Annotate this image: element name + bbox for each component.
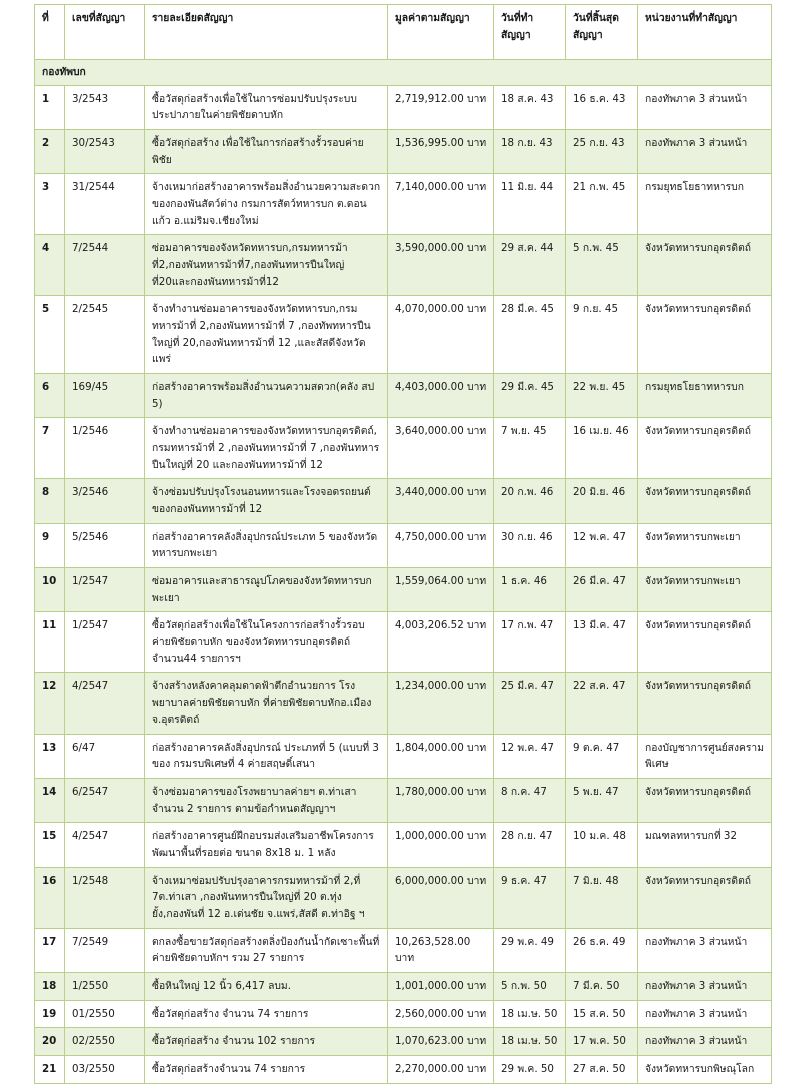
table-row — [35, 928, 772, 972]
cell-contract-no: 6/2547 — [65, 778, 145, 822]
cell-agency: กรมยุทธโยธาทหารบก — [638, 374, 772, 418]
cell-value: 1,070,623.00 บาท — [388, 1028, 494, 1056]
cell-agency: จังหวัดทหารบกอุตรดิตถ์ — [638, 612, 772, 673]
table-row — [35, 130, 772, 174]
header-row — [35, 5, 772, 60]
cell-index: 1 — [35, 85, 65, 129]
table-body — [35, 60, 772, 1084]
cell-start-date: 18 ส.ค. 43 — [494, 85, 566, 129]
cell-value: 3,440,000.00 บาท — [388, 479, 494, 523]
cell-end-date: 13 มี.ค. 47 — [566, 612, 638, 673]
cell-end-date: 12 พ.ค. 47 — [566, 523, 638, 567]
cell-agency: จังหวัดทหารบกพิษณุโลก — [638, 1055, 772, 1083]
cell-value: 2,270,000.00 บาท — [388, 1055, 494, 1083]
cell-end-date: 15 ส.ค. 50 — [566, 1000, 638, 1028]
cell-start-date: 1 ธ.ค. 46 — [494, 568, 566, 612]
cell-value: 1,001,000.00 บาท — [388, 972, 494, 1000]
table-row — [35, 174, 772, 235]
table-row — [35, 972, 772, 1000]
cell-agency: จังหวัดทหารบกอุตรดิตถ์ — [638, 673, 772, 734]
cell-detail: จ้างเหมาก่อสร้างอาคารพร้อมสิ่งอำนวยความสะดวกของกองพันสัตว์ต่าง กรมการสัตว์ทหารบก ต.ดอนแก้ว อ.แม่ริมจ.เชียงใหม่ — [145, 174, 388, 235]
cell-start-date: 7 พ.ย. 45 — [494, 418, 566, 479]
cell-start-date: 28 ก.ย. 47 — [494, 823, 566, 867]
table-row — [35, 867, 772, 928]
cell-value: 4,750,000.00 บาท — [388, 523, 494, 567]
cell-end-date: 5 ก.พ. 45 — [566, 235, 638, 296]
table-row — [35, 778, 772, 822]
cell-end-date: 27 ส.ค. 50 — [566, 1055, 638, 1083]
table-header — [35, 5, 772, 60]
cell-value: 3,590,000.00 บาท — [388, 235, 494, 296]
cell-start-date: 18 เม.ษ. 50 — [494, 1028, 566, 1056]
cell-end-date: 7 มิ.ย. 48 — [566, 867, 638, 928]
cell-detail: ก่อสร้างอาคารคลังสิ่งอุปกรณ์ ประเภทที่ 5 (แบบที่ 3 ของ กรมรบพิเศษที่ 4 ค่ายสฤษดิ์เสนา — [145, 734, 388, 778]
cell-end-date: 26 ธ.ค. 49 — [566, 928, 638, 972]
cell-contract-no: 1/2546 — [65, 418, 145, 479]
cell-value: 4,070,000.00 บาท — [388, 296, 494, 374]
table-row — [35, 296, 772, 374]
cell-start-date: 5 ก.พ. 50 — [494, 972, 566, 1000]
cell-value: 1,536,995.00 บาท — [388, 130, 494, 174]
cell-contract-no: 1/2547 — [65, 568, 145, 612]
cell-index: 13 — [35, 734, 65, 778]
cell-detail: จ้างสร้างหลังคาคลุมดาดฟ้าตึกอำนวยการ โรงพยาบาลค่ายพิชัยดาบหัก ที่ค่ายพิชัยดาบหักอ.เมือง จ.อุตรดิตถ์ — [145, 673, 388, 734]
cell-contract-no: 6/47 — [65, 734, 145, 778]
cell-contract-no: 2/2545 — [65, 296, 145, 374]
cell-agency: มณฑลทหารบกที่ 32 — [638, 823, 772, 867]
cell-index: 9 — [35, 523, 65, 567]
cell-start-date: 18 ก.ย. 43 — [494, 130, 566, 174]
table-row — [35, 85, 772, 129]
column-header-agency: หน่วยงานที่ทำสัญญา — [638, 5, 772, 60]
cell-detail: ซ่อมอาคารของจังหวัดทหารบก,กรมทหารม้าที่2,กองพันทหารม้าที่7,กองพันทหารปืนใหญ่ที่20และกองพันทหารม้าที่12 — [145, 235, 388, 296]
cell-contract-no: 1/2548 — [65, 867, 145, 928]
cell-value: 2,560,000.00 บาท — [388, 1000, 494, 1028]
cell-start-date: 28 มี.ค. 45 — [494, 296, 566, 374]
cell-start-date: 25 มี.ค. 47 — [494, 673, 566, 734]
table-row — [35, 1028, 772, 1056]
column-header-value: มูลค่าตามสัญญา — [388, 5, 494, 60]
cell-agency: กองทัพภาค 3 ส่วนหน้า — [638, 1000, 772, 1028]
cell-value: 1,559,064.00 บาท — [388, 568, 494, 612]
cell-detail: ซื้อวัสดุก่อสร้าง เพื่อใช้ในการก่อสร้างรั้วรอบค่ายพิชัย — [145, 130, 388, 174]
column-header-index: ที่ — [35, 5, 65, 60]
column-header-end-date: วันที่สิ้นสุดสัญญา — [566, 5, 638, 60]
cell-contract-no: 03/2550 — [65, 1055, 145, 1083]
table-row — [35, 612, 772, 673]
cell-index: 11 — [35, 612, 65, 673]
cell-detail: ซื้อวัสดุก่อสร้างเพื่อใช้ในการซ่อมปรับปรุงระบบประปาภายในค่ายพิชัยดาบหัก — [145, 85, 388, 129]
cell-contract-no: 5/2546 — [65, 523, 145, 567]
table-row — [35, 568, 772, 612]
cell-end-date: 22 ส.ค. 47 — [566, 673, 638, 734]
cell-start-date: 29 มี.ค. 45 — [494, 374, 566, 418]
cell-contract-no: 30/2543 — [65, 130, 145, 174]
cell-detail: จ้างเหมาซ่อมปรับปรุงอาคารกรมทหารม้าที่ 2,ที่ 7ต.ท่าเสา ,กองพันทหารปืนใหญ่ที่ 20 ต.ทุ่งยั้ง,กองพันที่ 12 อ.เด่นชัย จ.แพร่,สัสดี ต.ท่าอิฐ ฯ — [145, 867, 388, 928]
cell-start-date: 11 มิ.ย. 44 — [494, 174, 566, 235]
cell-value: 6,000,000.00 บาท — [388, 867, 494, 928]
cell-contract-no: 4/2547 — [65, 673, 145, 734]
table-row — [35, 523, 772, 567]
cell-agency: กรมยุทธโยธาทหารบก — [638, 174, 772, 235]
cell-end-date: 21 ก.พ. 45 — [566, 174, 638, 235]
cell-start-date: 30 ก.ย. 46 — [494, 523, 566, 567]
cell-index: 17 — [35, 928, 65, 972]
cell-start-date: 8 ก.ค. 47 — [494, 778, 566, 822]
column-header-detail: รายละเอียดสัญญา — [145, 5, 388, 60]
cell-agency: จังหวัดทหารบกพะเยา — [638, 523, 772, 567]
cell-end-date: 10 ม.ค. 48 — [566, 823, 638, 867]
cell-detail: จ้างทำงานซ่อมอาคารของจังหวัดทหารบกอุตรดิตถ์, กรมทหารม้าที่ 2 ,กองพันทหารม้าที่ 7 ,กองพันทหารปืนใหญ่ที่ 20 และกองพันทหารม้าที่ 12 — [145, 418, 388, 479]
cell-index: 16 — [35, 867, 65, 928]
cell-value: 1,000,000.00 บาท — [388, 823, 494, 867]
cell-detail: ตกลงซื้อขายวัสดุก่อสร้างตลิ่งป้องกันน้ำกัดเซาะพื้นที่ค่ายพิชัยดาบหักฯ รวม 27 รายการ — [145, 928, 388, 972]
cell-index: 21 — [35, 1055, 65, 1083]
cell-start-date: 9 ธ.ค. 47 — [494, 867, 566, 928]
cell-contract-no: 01/2550 — [65, 1000, 145, 1028]
cell-agency: จังหวัดทหารบกอุตรดิตถ์ — [638, 418, 772, 479]
table-row — [35, 235, 772, 296]
cell-agency: กองทัพภาค 3 ส่วนหน้า — [638, 130, 772, 174]
cell-value: 1,804,000.00 บาท — [388, 734, 494, 778]
column-header-start-date: วันที่ทำสัญญา — [494, 5, 566, 60]
cell-start-date: 20 ก.พ. 46 — [494, 479, 566, 523]
cell-value: 10,263,528.00 บาท — [388, 928, 494, 972]
cell-value: 1,234,000.00 บาท — [388, 673, 494, 734]
cell-contract-no: 02/2550 — [65, 1028, 145, 1056]
cell-detail: จ้างซ่อมปรับปรุงโรงนอนทหารและโรงจอดรถยนต์ของกองพันทหารม้าที่ 12 — [145, 479, 388, 523]
cell-start-date: 29 พ.ค. 50 — [494, 1055, 566, 1083]
cell-contract-no: 1/2547 — [65, 612, 145, 673]
cell-index: 14 — [35, 778, 65, 822]
cell-index: 6 — [35, 374, 65, 418]
column-header-contract-no: เลขที่สัญญา — [65, 5, 145, 60]
cell-detail: ซื้อวัสดุก่อสร้าง จำนวน 74 รายการ — [145, 1000, 388, 1028]
cell-index: 12 — [35, 673, 65, 734]
cell-end-date: 16 เม.ย. 46 — [566, 418, 638, 479]
cell-agency: จังหวัดทหารบกอุตรดิตถ์ — [638, 479, 772, 523]
cell-contract-no: 4/2547 — [65, 823, 145, 867]
cell-index: 10 — [35, 568, 65, 612]
cell-agency: กองทัพภาค 3 ส่วนหน้า — [638, 972, 772, 1000]
cell-end-date: 26 มี.ค. 47 — [566, 568, 638, 612]
cell-agency: จังหวัดทหารบกอุตรดิตถ์ — [638, 235, 772, 296]
cell-agency: จังหวัดทหารบกพะเยา — [638, 568, 772, 612]
cell-index: 3 — [35, 174, 65, 235]
cell-index: 5 — [35, 296, 65, 374]
group-header-label: กองทัพบก — [35, 60, 772, 86]
cell-end-date: 9 ต.ค. 47 — [566, 734, 638, 778]
cell-start-date: 29 ส.ค. 44 — [494, 235, 566, 296]
cell-end-date: 7 มี.ค. 50 — [566, 972, 638, 1000]
cell-start-date: 18 เม.ษ. 50 — [494, 1000, 566, 1028]
cell-index: 20 — [35, 1028, 65, 1056]
table-row — [35, 823, 772, 867]
cell-end-date: 17 พ.ค. 50 — [566, 1028, 638, 1056]
cell-agency: จังหวัดทหารบกอุตรดิตถ์ — [638, 296, 772, 374]
cell-index: 8 — [35, 479, 65, 523]
cell-detail: จ้างซ่อมอาคารของโรงพยาบาลค่ายฯ ต.ท่าเสาจำนวน 2 รายการ ตามข้อกำหนดสัญญาฯ — [145, 778, 388, 822]
cell-agency: กองทัพภาค 3 ส่วนหน้า — [638, 928, 772, 972]
cell-value: 3,640,000.00 บาท — [388, 418, 494, 479]
cell-contract-no: 7/2549 — [65, 928, 145, 972]
cell-end-date: 9 ก.ย. 45 — [566, 296, 638, 374]
cell-end-date: 20 มิ.ย. 46 — [566, 479, 638, 523]
cell-index: 4 — [35, 235, 65, 296]
cell-agency: จังหวัดทหารบกอุตรดิตถ์ — [638, 867, 772, 928]
cell-contract-no: 31/2544 — [65, 174, 145, 235]
cell-detail: ซื้อวัสดุก่อสร้าง จำนวน 102 รายการ — [145, 1028, 388, 1056]
cell-contract-no: 1/2550 — [65, 972, 145, 1000]
cell-index: 7 — [35, 418, 65, 479]
cell-value: 1,780,000.00 บาท — [388, 778, 494, 822]
cell-value: 7,140,000.00 บาท — [388, 174, 494, 235]
cell-contract-no: 3/2546 — [65, 479, 145, 523]
cell-end-date: 5 พ.ย. 47 — [566, 778, 638, 822]
cell-contract-no: 7/2544 — [65, 235, 145, 296]
cell-index: 2 — [35, 130, 65, 174]
table-row — [35, 734, 772, 778]
table-row — [35, 479, 772, 523]
cell-end-date: 16 ธ.ค. 43 — [566, 85, 638, 129]
cell-detail: ก่อสร้างอาคารพร้อมสิ่งอำนวนความสดวก(คลัง สป 5) — [145, 374, 388, 418]
cell-end-date: 22 พ.ย. 45 — [566, 374, 638, 418]
cell-agency: จังหวัดทหารบกอุตรดิตถ์ — [638, 778, 772, 822]
cell-detail: ก่อสร้างอาคารคลังสิ่งอุปกรณ์ประเภท 5 ของจังหวัดทหารบกพะเยา — [145, 523, 388, 567]
cell-end-date: 25 ก.ย. 43 — [566, 130, 638, 174]
cell-value: 2,719,912.00 บาท — [388, 85, 494, 129]
cell-agency: กองทัพภาค 3 ส่วนหน้า — [638, 1028, 772, 1056]
cell-agency: กองทัพภาค 3 ส่วนหน้า — [638, 85, 772, 129]
table-row — [35, 418, 772, 479]
cell-detail: ซื้อหินใหญ่ 12 นิ้ว 6,417 ลบม. — [145, 972, 388, 1000]
cell-index: 15 — [35, 823, 65, 867]
table-row — [35, 1000, 772, 1028]
cell-index: 19 — [35, 1000, 65, 1028]
contracts-table — [34, 4, 772, 1084]
cell-agency: กองบัญชาการศูนย์สงครามพิเศษ — [638, 734, 772, 778]
cell-contract-no: 3/2543 — [65, 85, 145, 129]
cell-detail: ซ่อมอาคารและสาธารณูปโภคของจังหวัดทหารบกพะเยา — [145, 568, 388, 612]
cell-detail: ซื้อวัสดุก่อสร้างเพื่อใช้ในโครงการก่อสร้างรั้วรอบค่ายพิชัยดาบหัก ของจังหวัดทหารบกอุตรดิตถ์ จำนวน44 รายการฯ — [145, 612, 388, 673]
table-row — [35, 374, 772, 418]
cell-start-date: 29 พ.ค. 49 — [494, 928, 566, 972]
cell-value: 4,003,206.52 บาท — [388, 612, 494, 673]
group-header-row — [35, 60, 772, 86]
cell-detail: ซื้อวัสดุก่อสร้างจำนวน 74 รายการ — [145, 1055, 388, 1083]
cell-detail: ก่อสร้างอาคารศูนย์ฝึกอบรมส่งเสริมอาชีพโครงการพัฒนาพื้นที่รอยต่อ ขนาด 8x18 ม. 1 หลัง — [145, 823, 388, 867]
cell-index: 18 — [35, 972, 65, 1000]
cell-start-date: 17 ก.พ. 47 — [494, 612, 566, 673]
table-row — [35, 673, 772, 734]
cell-detail: จ้างทำงานซ่อมอาคารของจังหวัดทหารบก,กรมทหารม้าที่ 2,กองพันทหารม้าที่ 7 ,กองทัพทหารปืนใหญ่ที่ 20,กองพันทหารม้าที่ 12 ,และสัสดีจังหวัดแพร่ — [145, 296, 388, 374]
cell-value: 4,403,000.00 บาท — [388, 374, 494, 418]
cell-start-date: 12 พ.ค. 47 — [494, 734, 566, 778]
table-row — [35, 1055, 772, 1083]
cell-contract-no: 169/45 — [65, 374, 145, 418]
